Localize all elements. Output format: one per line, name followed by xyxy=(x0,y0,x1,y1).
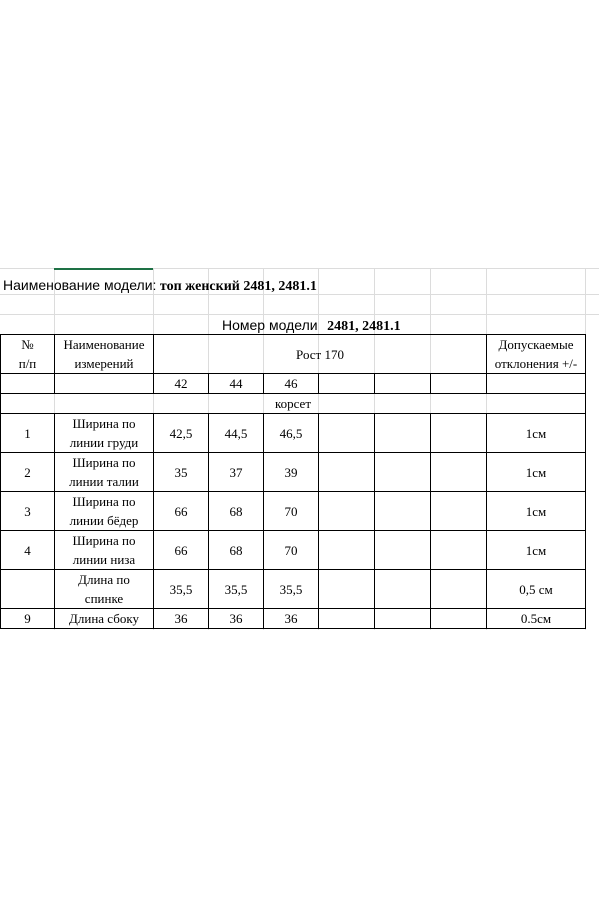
size-cell xyxy=(375,374,431,394)
row-num: 4 xyxy=(1,531,55,570)
size-cell: 44 xyxy=(209,374,264,394)
row-name-line2: линии груди xyxy=(69,435,139,450)
row-name-line2: линии бёдер xyxy=(69,513,139,528)
sizes-empty xyxy=(1,374,55,394)
header-num-line2: п/п xyxy=(18,356,37,371)
row-name xyxy=(55,531,154,570)
row-value xyxy=(375,414,431,453)
header-num-line1: № xyxy=(21,337,34,352)
row-value xyxy=(319,570,375,609)
row-value: 35,5 xyxy=(154,570,209,609)
header-name xyxy=(55,335,154,374)
row-tolerance: 0.5см xyxy=(487,609,586,629)
header-tolerance-line1: Допускаемые xyxy=(498,337,574,352)
row-value: 36 xyxy=(209,609,264,629)
table-row xyxy=(1,531,586,570)
row-value xyxy=(319,609,375,629)
row-name xyxy=(55,414,154,453)
row-value xyxy=(431,492,487,531)
header-name-line1: Наименование xyxy=(63,337,145,352)
row-value xyxy=(431,453,487,492)
row-value xyxy=(319,492,375,531)
row-tolerance: 1см xyxy=(487,414,586,453)
row-value: 70 xyxy=(264,531,319,570)
table-row xyxy=(1,453,586,492)
row-value: 36 xyxy=(154,609,209,629)
row-value xyxy=(319,531,375,570)
row-value xyxy=(375,453,431,492)
row-value xyxy=(431,609,487,629)
header-tolerance-line2: отклонения +/- xyxy=(494,356,578,371)
row-name: Длина сбоку xyxy=(55,609,154,629)
section-row xyxy=(1,394,586,414)
table-row xyxy=(1,414,586,453)
model-name-label: Наименование модели: xyxy=(3,277,157,293)
row-value: 42,5 xyxy=(154,414,209,453)
row-value: 36 xyxy=(264,609,319,629)
row-name-line1: Длина по xyxy=(78,572,130,587)
row-name xyxy=(55,453,154,492)
row-value: 46,5 xyxy=(264,414,319,453)
header-height: Рост 170 xyxy=(154,335,487,374)
row-name xyxy=(55,570,154,609)
row-value: 37 xyxy=(209,453,264,492)
section-label: корсет xyxy=(1,394,586,414)
row-value xyxy=(375,531,431,570)
row-value: 35,5 xyxy=(209,570,264,609)
model-name-title xyxy=(3,277,317,295)
row-tolerance: 1см xyxy=(487,453,586,492)
size-cell xyxy=(431,374,487,394)
header-num xyxy=(1,335,55,374)
row-name-line2: линии талии xyxy=(69,474,139,489)
size-cell: 42 xyxy=(154,374,209,394)
spreadsheet xyxy=(0,268,599,630)
header-name-line2: измерений xyxy=(74,356,134,371)
row-value xyxy=(431,414,487,453)
row-num xyxy=(1,570,55,609)
row-value: 35 xyxy=(154,453,209,492)
row-value xyxy=(431,570,487,609)
row-num: 1 xyxy=(1,414,55,453)
row-num: 3 xyxy=(1,492,55,531)
row-value: 70 xyxy=(264,492,319,531)
active-cell-indicator xyxy=(54,268,153,270)
row-value: 44,5 xyxy=(209,414,264,453)
row-value xyxy=(319,453,375,492)
row-num: 9 xyxy=(1,609,55,629)
row-value: 68 xyxy=(209,492,264,531)
model-number xyxy=(222,317,401,335)
model-number-value: 2481, 2481.1 xyxy=(327,319,401,334)
row-name-line1: Ширина по xyxy=(72,416,136,431)
table-row xyxy=(1,570,586,609)
grid-line xyxy=(0,314,599,315)
row-num: 2 xyxy=(1,453,55,492)
row-tolerance: 1см xyxy=(487,531,586,570)
sizes-empty xyxy=(55,374,154,394)
row-name-line1: Ширина по xyxy=(72,533,136,548)
model-name-value: топ женский 2481, 2481.1 xyxy=(159,279,317,294)
row-name-line1: Ширина по xyxy=(72,455,136,470)
size-cell: 46 xyxy=(264,374,319,394)
size-cell xyxy=(319,374,375,394)
row-value xyxy=(431,531,487,570)
row-name xyxy=(55,492,154,531)
row-value: 66 xyxy=(154,492,209,531)
sizes-row xyxy=(1,374,586,394)
row-name-line2: линии низа xyxy=(72,552,136,567)
row-tolerance: 1см xyxy=(487,492,586,531)
header-row xyxy=(1,335,586,374)
sizes-empty xyxy=(487,374,586,394)
table-row xyxy=(1,492,586,531)
row-name-line1: Ширина по xyxy=(72,494,136,509)
row-value xyxy=(375,492,431,531)
row-value: 39 xyxy=(264,453,319,492)
row-value xyxy=(375,609,431,629)
row-value: 66 xyxy=(154,531,209,570)
row-value xyxy=(319,414,375,453)
row-value xyxy=(375,570,431,609)
row-value: 35,5 xyxy=(264,570,319,609)
row-tolerance: 0,5 см xyxy=(487,570,586,609)
table-row xyxy=(1,609,586,629)
measurements-table xyxy=(0,334,586,629)
model-number-label: Номер модели xyxy=(222,317,318,333)
header-tolerance xyxy=(487,335,586,374)
row-name-line2: спинке xyxy=(84,591,124,606)
row-value: 68 xyxy=(209,531,264,570)
